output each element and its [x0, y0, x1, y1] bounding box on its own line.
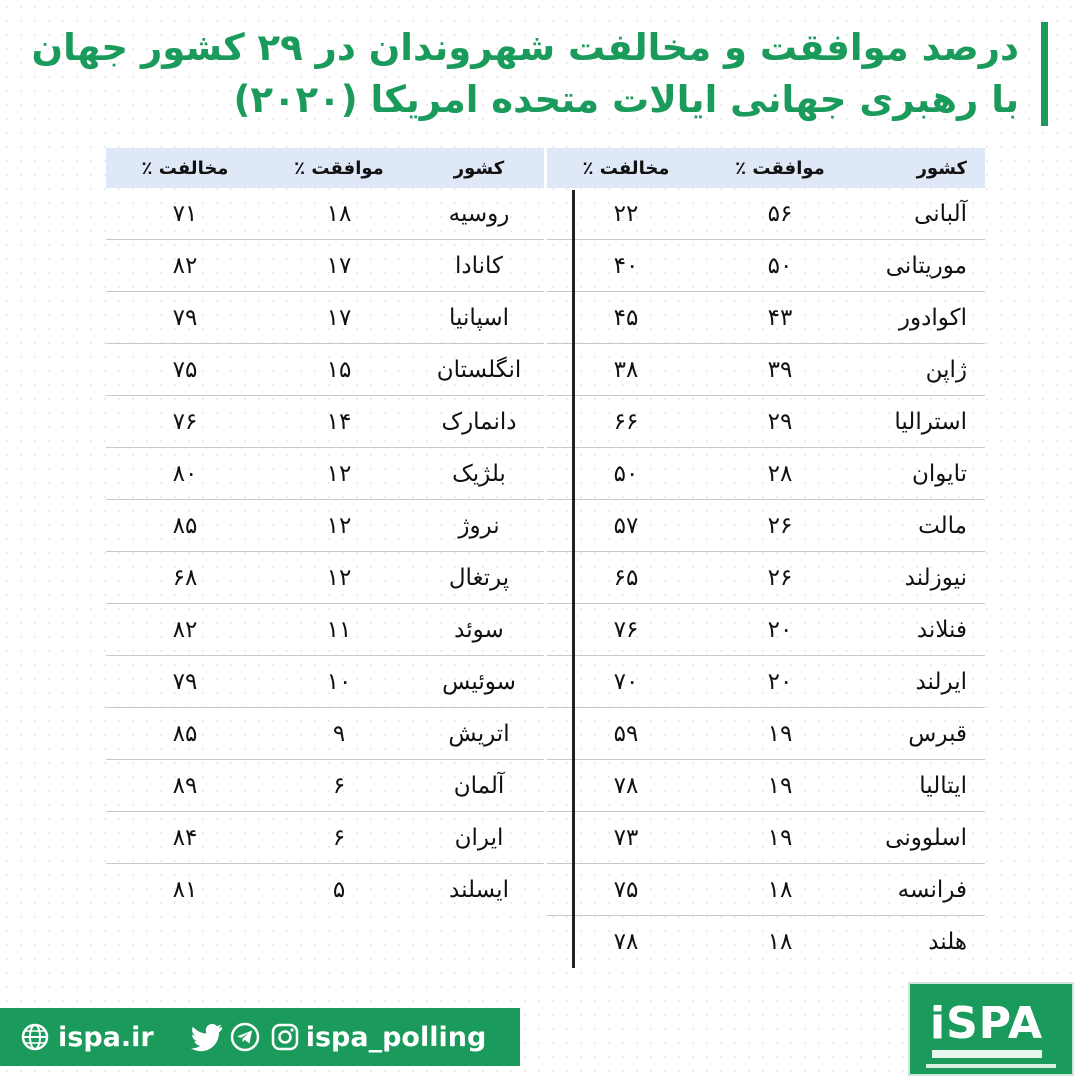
cell-agree: ۱۵ — [326, 356, 352, 383]
cell-agree: ۵ — [332, 877, 346, 903]
table-row — [106, 448, 544, 500]
header-agree: موافقت ٪ — [294, 157, 384, 179]
cell-country: بلژیک — [452, 460, 506, 487]
cell-agree: ۲۰ — [767, 668, 793, 695]
cell-agree: ۲۶ — [767, 512, 793, 539]
handle-text: ispa_polling — [305, 1021, 487, 1053]
cell-disagree: ۸۰ — [172, 460, 198, 487]
website-text: ispa.ir — [58, 1021, 154, 1053]
cell-country: هلند — [928, 929, 967, 955]
cell-disagree: ۵۰ — [613, 460, 639, 487]
cell-agree: ۱۹ — [767, 720, 793, 747]
cell-agree: ۲۶ — [767, 564, 793, 591]
cell-disagree: ۷۵ — [613, 876, 639, 903]
cell-country: پرتغال — [448, 564, 510, 591]
cell-country: دانمارک — [441, 408, 517, 435]
cell-disagree: ۳۸ — [613, 356, 639, 383]
cell-country: آلبانی — [914, 200, 967, 227]
table-row — [106, 240, 544, 292]
table-left — [106, 148, 544, 916]
table-row — [106, 604, 544, 656]
cell-agree: ۲۹ — [767, 408, 793, 435]
cell-country: ایرلند — [915, 668, 967, 695]
cell-disagree: ۷۹ — [172, 668, 198, 695]
cell-country: آلمان — [453, 772, 505, 799]
cell-disagree: ۷۸ — [613, 772, 639, 799]
cell-disagree: ۷۱ — [172, 200, 198, 227]
cell-agree: ۲۰ — [767, 616, 793, 643]
cell-disagree: ۸۴ — [172, 824, 198, 851]
cell-country: تایوان — [912, 460, 967, 487]
cell-country: سوئد — [454, 616, 504, 643]
cell-disagree: ۶۸ — [172, 564, 198, 591]
cell-country: ایران — [454, 824, 504, 851]
table-row — [547, 708, 985, 760]
cell-country: ژاپن — [925, 356, 967, 383]
table-header — [106, 148, 544, 188]
cell-country: اسلوونی — [885, 824, 967, 851]
table-row — [547, 500, 985, 552]
cell-agree: ۴۳ — [767, 304, 793, 331]
cell-disagree: ۸۵ — [172, 512, 198, 539]
title-line-1: درصد موافقت و مخالفت شهروندان در ۲۹ کشور جهان — [31, 26, 1019, 69]
cell-country: مالت — [918, 512, 967, 539]
table-row — [547, 292, 985, 344]
table-row — [547, 396, 985, 448]
cell-country: نروژ — [458, 512, 500, 539]
table-row — [547, 656, 985, 708]
globe-icon — [20, 1022, 50, 1052]
cell-agree: ۹ — [332, 720, 346, 747]
table-row — [547, 864, 985, 916]
page-title — [31, 22, 1048, 126]
cell-disagree: ۸۱ — [172, 877, 198, 903]
table-row — [106, 292, 544, 344]
cell-disagree: ۷۶ — [613, 616, 639, 643]
table-row — [106, 344, 544, 396]
cell-disagree: ۷۶ — [172, 408, 198, 435]
table-row — [547, 240, 985, 292]
table-row — [106, 552, 544, 604]
cell-disagree: ۴۰ — [613, 252, 639, 279]
cell-disagree: ۶۶ — [613, 408, 639, 435]
cell-country: فنلاند — [916, 616, 967, 643]
table-row — [547, 552, 985, 604]
table-row — [547, 344, 985, 396]
cell-country: اتریش — [448, 720, 510, 747]
table-right — [547, 148, 985, 968]
table-row — [547, 188, 985, 240]
cell-agree: ۱۱ — [326, 616, 352, 643]
cell-agree: ۱۸ — [326, 200, 352, 227]
table-row — [106, 760, 544, 812]
cell-country: ایتالیا — [919, 772, 967, 799]
cell-country: قبرس — [908, 720, 967, 747]
table-row — [106, 396, 544, 448]
cell-agree: ۱۲ — [326, 564, 352, 591]
cell-agree: ۱۹ — [767, 772, 793, 799]
table-row — [106, 864, 544, 916]
cell-disagree: ۸۲ — [172, 616, 198, 643]
header-country: کشور — [453, 157, 505, 179]
cell-agree: ۶ — [332, 772, 346, 799]
cell-country: نیوزلند — [904, 564, 967, 591]
cell-disagree: ۷۸ — [613, 929, 639, 955]
cell-agree: ۱۸ — [767, 876, 793, 903]
table-row — [547, 448, 985, 500]
cell-country: سوئیس — [442, 668, 516, 695]
title-line-2: با رهبری جهانی ایالات متحده امریکا (۲۰۲۰) — [233, 78, 1019, 121]
header-country: کشور — [916, 157, 967, 179]
cell-agree: ۱۲ — [326, 460, 352, 487]
cell-agree: ۵۶ — [767, 200, 793, 227]
cell-disagree: ۸۵ — [172, 720, 198, 747]
cell-agree: ۶ — [332, 824, 346, 851]
cell-disagree: ۴۵ — [613, 304, 639, 331]
cell-country: ایسلند — [449, 877, 509, 903]
header-agree: موافقت ٪ — [735, 157, 825, 179]
footer-bar — [0, 1008, 520, 1066]
cell-disagree: ۷۳ — [613, 824, 639, 851]
table-body — [106, 188, 544, 916]
cell-disagree: ۵۷ — [613, 512, 639, 539]
cell-country: روسیه — [448, 200, 510, 227]
cell-agree: ۱۷ — [326, 252, 352, 279]
table-row — [106, 500, 544, 552]
cell-country: استرالیا — [894, 408, 967, 435]
cell-country: اکوادور — [898, 304, 967, 331]
table-row — [106, 708, 544, 760]
website-link[interactable] — [20, 1022, 154, 1053]
header-disagree: مخالفت ٪ — [141, 157, 229, 179]
cell-agree: ۱۷ — [326, 304, 352, 331]
cell-agree: ۱۲ — [326, 512, 352, 539]
logo-text: iSPA — [930, 998, 1044, 1049]
cell-disagree: ۸۹ — [172, 772, 198, 799]
cell-disagree: ۸۲ — [172, 252, 198, 279]
cell-agree: ۳۹ — [767, 356, 793, 383]
telegram-icon — [230, 1022, 260, 1052]
cell-country: اسپانیا — [449, 304, 509, 331]
cell-disagree: ۷۵ — [172, 356, 198, 383]
cell-disagree: ۷۹ — [172, 304, 198, 331]
table-row — [547, 604, 985, 656]
table-row — [106, 812, 544, 864]
header-disagree: مخالفت ٪ — [582, 157, 670, 179]
table-body — [547, 188, 985, 968]
social-handle[interactable] — [190, 1022, 487, 1053]
table-row — [547, 812, 985, 864]
twitter-icon — [190, 1022, 224, 1052]
cell-disagree: ۷۰ — [613, 668, 639, 695]
cell-agree: ۱۸ — [767, 929, 793, 955]
cell-country: موریتانی — [885, 252, 967, 279]
table-row — [547, 916, 985, 968]
cell-country: کانادا — [455, 252, 503, 279]
table-header — [547, 148, 985, 188]
instagram-icon — [270, 1022, 300, 1052]
cell-agree: ۲۸ — [767, 460, 793, 487]
cell-agree: ۱۰ — [326, 668, 352, 695]
cell-country: فرانسه — [897, 876, 967, 903]
cell-country: انگلستان — [436, 356, 522, 383]
cell-agree: ۵۰ — [767, 252, 793, 279]
cell-disagree: ۵۹ — [613, 720, 639, 747]
cell-disagree: ۲۲ — [613, 200, 639, 227]
table-row — [106, 188, 544, 240]
cell-disagree: ۶۵ — [613, 564, 639, 591]
ispa-logo — [908, 982, 1074, 1076]
table-row — [547, 760, 985, 812]
cell-agree: ۱۹ — [767, 824, 793, 851]
table-row — [106, 656, 544, 708]
cell-agree: ۱۴ — [326, 408, 352, 435]
column-divider — [572, 190, 575, 968]
